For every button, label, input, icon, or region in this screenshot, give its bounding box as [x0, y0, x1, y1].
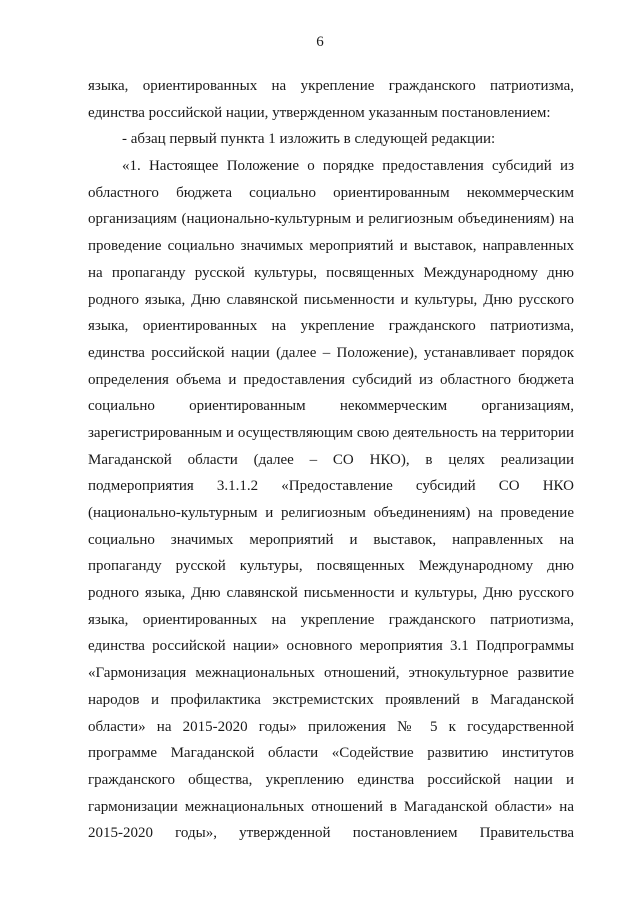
text-line: программе Магаданской области «Содействие развитию институтов: [88, 745, 574, 762]
text-line: гармонизации межнациональных отношений в Магаданской области» на: [88, 798, 574, 815]
text-line: области» на 2015-2020 годы» приложения № 5 к государственной: [88, 718, 574, 735]
text-line: определения объема и предоставления субсидий из областного бюджета: [88, 371, 574, 388]
text-line: зарегистрированным и осуществляющим свою деятельность на территории: [88, 424, 574, 441]
text-line: единства российской нации» основного мероприятия 3.1 Подпрограммы: [88, 638, 574, 655]
text-line: областного бюджета социально ориентированным некоммерческим: [88, 184, 574, 201]
text-line: «Гармонизация межнациональных отношений, этнокультурное развитие: [88, 665, 574, 682]
text-line: социально значимых мероприятий и выставок, направленных на: [88, 531, 574, 548]
text-line: языка, ориентированных на укрепление гражданского патриотизма,: [88, 318, 574, 335]
text-line: (национально-культурным и религиозным объединениям) на проведение: [88, 505, 574, 521]
text-line: «1. Настоящее Положение о порядке предоставления субсидий из: [122, 158, 574, 175]
text-line: языка, ориентированных на укрепление гражданского патриотизма,: [88, 78, 574, 94]
page-number: 6: [316, 34, 324, 50]
text-line: организациям (национально-культурным и религиозным объединениям) на: [88, 211, 574, 228]
text-line: проведение социально значимых мероприятий и выставок, направленных: [88, 238, 574, 255]
text-line: 2015-2020 годы», утвержденной постановлением Правительства: [88, 825, 574, 842]
text-line: - абзац первый пункта 1 изложить в следующей редакции:: [122, 131, 496, 148]
text-line: на пропаганду русской культуры, посвященных Международному дню: [88, 264, 574, 281]
text-line: Магаданской области (далее – СО НКО), в целях реализации: [88, 451, 574, 468]
text-line: гражданского общества, укреплению единства российской нации и: [88, 771, 574, 788]
text-line: народов и профилактика экстремистских проявлений в Магаданской: [88, 691, 574, 708]
text-line: родного языка, Дню славянской письменности и культуры, Дню русского: [88, 291, 574, 308]
text-line: подмероприятия 3.1.1.2 «Предоставление субсидий СО НКО: [88, 478, 574, 495]
body-text: [88, 73, 574, 847]
text-line: родного языка, Дню славянской письменности и культуры, Дню русского: [88, 585, 574, 602]
text-line: пропаганду русской культуры, посвященных Международному дню: [88, 558, 574, 575]
text-line: социально ориентированным некоммерческим организациям,: [88, 398, 574, 415]
text-line: единства российской нации (далее – Положение), устанавливает порядок: [88, 344, 574, 361]
text-line: единства российской нации, утвержденном указанным постановлением:: [88, 104, 551, 121]
text-line: языка, ориентированных на укрепление гражданского патриотизма,: [88, 611, 574, 628]
